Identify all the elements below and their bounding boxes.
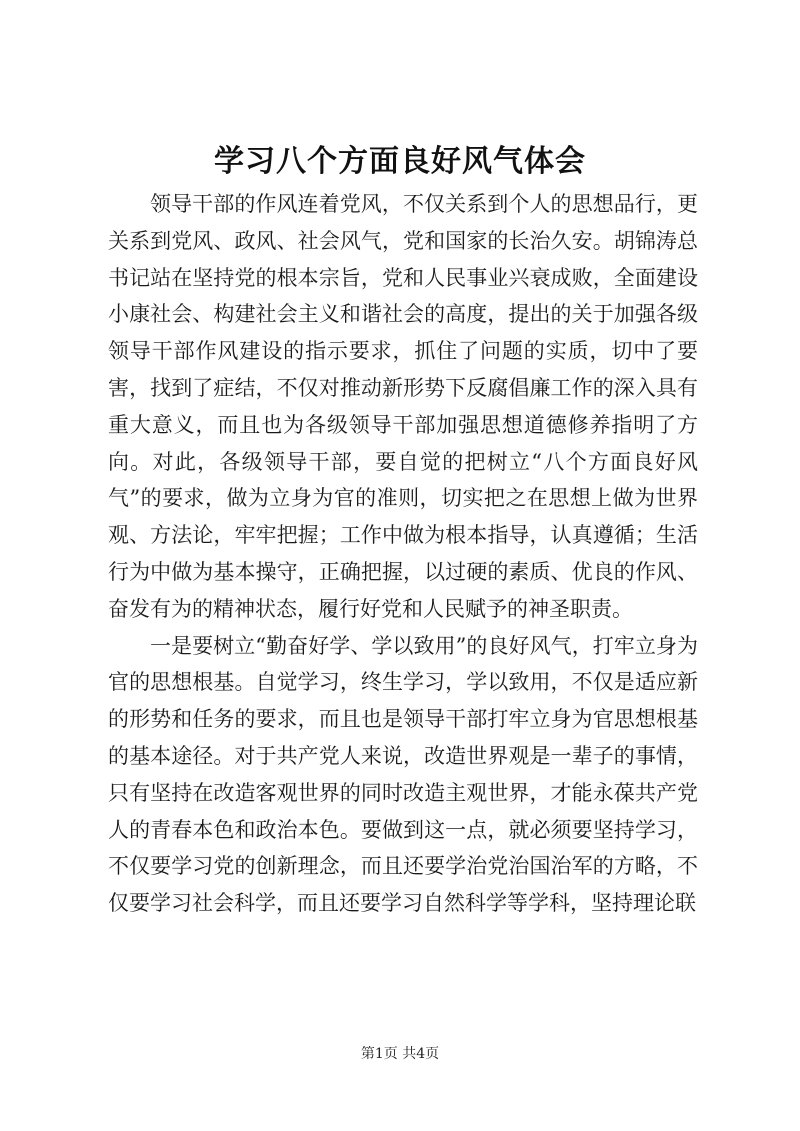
page-number-footer: 第1页 共4页 — [360, 1046, 440, 1062]
document-body — [108, 186, 698, 922]
document-title: 学习八个方面良好风气体会 — [214, 144, 586, 179]
paragraph-1: 领导干部的作风连着党风，不仅关系到个人的思想品行，更关系到党风、政风、社会风气，党和国家的长治久安。胡锦涛总书记站在坚持党的根本宗旨，党和人民事业兴衰成败，全面建设小康社会、构建社会主义和谐社会的高度，提出的关于加强各级领导干部作风建设的指示要求，抓住了问题的实质，切中了要害，找到了症结，不仅对推动新形势下反腐倡廉工作的深入具有重大意义，而且也为各级领导干部加强思想道德修养指明了方向。对此，各级领导干部，要自觉的把树立“八个方面良好风气”的要求，做为立身为官的准则，切实把之在思想上做为世界观、方法论，牢牢把握；工作中做为根本指导，认真遵循；生活行为中做为基本操守，正确把握，以过硬的素质、优良的作风、奋发有为的精神状态，履行好党和人民赋予的神圣职责。 — [108, 192, 698, 621]
paragraph-2: 一是要树立“勤奋好学、学以致用”的良好风气，打牢立身为官的思想根基。自觉学习，终生学习，学以致用，不仅是适应新的形势和任务的要求，而且也是领导干部打牢立身为官思想根基的基本途径。对于共产党人来说，改造世界观是一辈子的事情，只有坚持在改造客观世界的同时改造主观世界，才能永葆共产党人的青春本色和政治本色。要做到这一点，就必须要坚持学习，不仅要学习党的创新理念，而且还要学治党治国治军的方略，不仅要学习社会科学，而且还要学习自然科学等学科，坚持理论联 — [108, 633, 698, 916]
